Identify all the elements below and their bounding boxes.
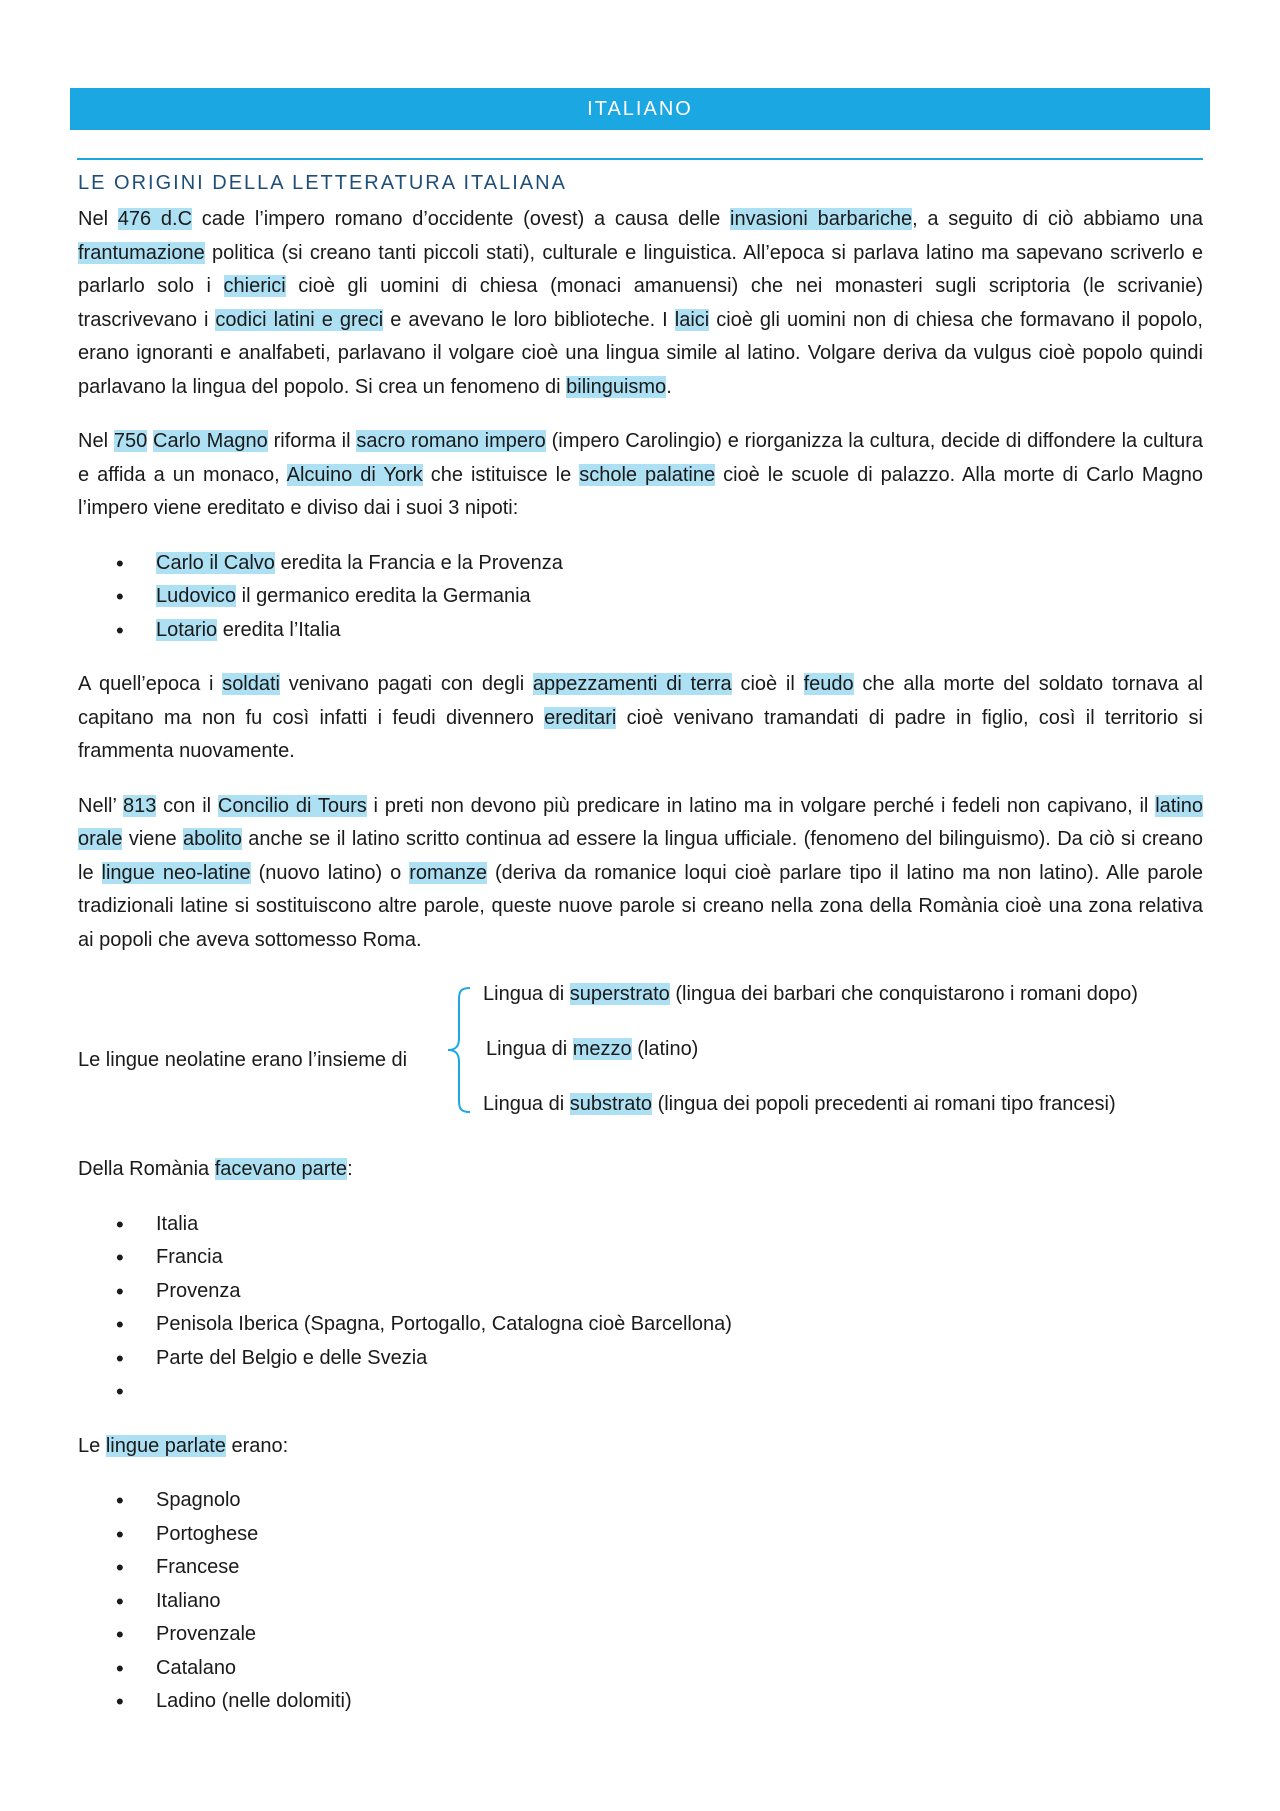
- highlight: laici: [674, 308, 710, 331]
- text-run: cioè gli uomini di chiesa (monaci amanuensi) che nei monasteri sugli scriptoria (le scrivanie) trascrivevano i: [78, 275, 1203, 331]
- text-run: cioè venivano tramandati di padre in figlio, così il territorio si frammenta nuovamente.: [78, 706, 1203, 762]
- text-run: Nell’: [78, 794, 123, 817]
- text-run: (latino): [631, 1038, 699, 1060]
- highlight: bilinguismo: [566, 375, 667, 398]
- text-run: anche se il latino scritto continua ad essere la lingua ufficiale. (fenomeno del bilinguismo). Da ciò si creano le: [78, 828, 1203, 884]
- text-run: Lingua di: [483, 983, 570, 1005]
- list-item: • Parte del Belgio e delle Svezia: [78, 1342, 1203, 1376]
- text-run: (lingua dei barbari che conquistarono i romani dopo): [669, 983, 1138, 1005]
- text-run: Lingua di: [486, 1038, 573, 1060]
- list-item: • Italiano: [78, 1585, 1203, 1619]
- text-run: Le: [78, 1434, 106, 1457]
- list-item: • Italia: [78, 1208, 1203, 1242]
- text-run: :: [347, 1158, 353, 1180]
- text-run: cioè gli uomini non di chiesa che formavano il popolo, erano ignoranti e analfabeti, parlavano il volgare cioè una lingua simile al latino. Volgare deriva da vulgus cioè popolo quindi parlavano la lingua del popolo. Si crea un fenomeno di: [78, 308, 1203, 398]
- list-item: • Catalano: [78, 1652, 1203, 1686]
- highlight: ereditari: [544, 706, 617, 729]
- list-item: • Provenza: [78, 1275, 1203, 1309]
- page-title-bar: [70, 88, 1210, 130]
- text-run: , a seguito di ciò abbiamo una: [912, 208, 1203, 230]
- list-item: [78, 580, 1203, 614]
- text-run: Lingua di: [483, 1093, 570, 1115]
- list-item: • Penisola Iberica (Spagna, Portogallo, Catalogna cioè Barcellona): [78, 1308, 1203, 1342]
- heirs-list: [78, 547, 1203, 648]
- highlight: codici latini e greci: [215, 308, 384, 331]
- highlight: mezzo: [572, 1038, 632, 1060]
- highlight: appezzamenti di terra: [532, 673, 732, 695]
- text-run: (deriva da romanice loqui cioè parlare tipo il latino ma non latino). Alle parole tradizionali latine si sostituiscono altre parole, queste nuove parole si creano nella zona della Romània cioè una zona relativa ai popoli che aveva sottomesso Roma.: [78, 861, 1203, 951]
- neolatine-diagram: [78, 978, 1203, 1143]
- text-run: (nuovo latino) o: [250, 861, 410, 884]
- brace-item-superstrato: [483, 978, 1138, 1012]
- text-run: politica (si creano tanti piccoli stati), culturale e linguistica. All’epoca si parlava latino ma sapevano scriverlo e parlarlo solo i: [78, 241, 1203, 297]
- highlight: sacro romano impero: [356, 430, 546, 452]
- highlight: lingue neo-latine: [101, 861, 251, 884]
- highlight: latino orale: [78, 794, 1203, 850]
- list-item: • Francese: [78, 1551, 1203, 1585]
- text-run: eredita l’Italia: [217, 618, 341, 641]
- text-run: e avevano le loro biblioteche. I: [383, 308, 675, 331]
- text-run: (impero Carolingio) e riorganizza la cultura, decide di diffondere la cultura e affida a un monaco,: [78, 430, 1203, 486]
- highlight: superstrato: [569, 983, 670, 1005]
- highlight: facevano parte: [214, 1158, 348, 1180]
- text-run: Nel: [78, 430, 114, 452]
- text-run: Nel: [78, 208, 118, 230]
- highlight: chierici: [223, 275, 286, 297]
- highlight: schole palatine: [579, 463, 716, 486]
- text-run: erano:: [225, 1434, 289, 1457]
- text-run: che alla morte del soldato tornava al capitano ma non fu così infatti i feudi divennero: [78, 673, 1203, 729]
- highlight: abolito: [183, 828, 242, 850]
- list-item: [78, 614, 1203, 648]
- text-run: (lingua dei popoli precedenti ai romani tipo francesi): [652, 1093, 1116, 1115]
- highlight: frantumazione: [78, 241, 205, 264]
- section-divider: [77, 158, 1203, 160]
- paragraph-lingue-parlate: [78, 1430, 1203, 1464]
- list-item: • Francia: [78, 1241, 1203, 1275]
- neolatine-label: Le lingue neolatine erano l’insieme di: [78, 1049, 408, 1071]
- paragraph-fall-of-empire: [78, 203, 1203, 404]
- text-run: A quell’epoca i: [78, 673, 223, 695]
- paragraph-concilio-tours: [78, 790, 1203, 958]
- brace-item-substrato: [483, 1088, 1116, 1122]
- highlight: romanze: [409, 861, 488, 884]
- text-run: Della Romània: [78, 1158, 215, 1180]
- highlight: invasioni barbariche: [730, 208, 913, 230]
- text-run: eredita la Francia e la Provenza: [274, 551, 563, 574]
- romania-list: [78, 1208, 1203, 1409]
- highlight: Lotario: [156, 618, 218, 641]
- text-run: riforma il: [267, 430, 357, 452]
- highlight: lingue parlate: [105, 1434, 226, 1457]
- text-run: i preti non devono più predicare in latino ma in volgare perché i fedeli non capivano, il: [366, 794, 1156, 817]
- paragraph-romania: [78, 1153, 1203, 1187]
- page-title: ITALIANO: [587, 98, 693, 120]
- list-item: [78, 1375, 1203, 1409]
- highlight: soldati: [222, 673, 280, 695]
- highlight: 750: [113, 430, 148, 452]
- brace-item-mezzo: [486, 1033, 698, 1067]
- text-run: cioè le scuole di palazzo. Alla morte di Carlo Magno l’impero viene ereditato e diviso dai i suoi 3 nipoti:: [78, 463, 1204, 519]
- list-item: • Portoghese: [78, 1518, 1203, 1552]
- document-body: [78, 203, 1203, 1719]
- list-item: • Spagnolo: [78, 1484, 1203, 1518]
- highlight: Alcuino di York: [286, 463, 423, 486]
- lingue-list: [78, 1484, 1203, 1719]
- paragraph-feudi: [78, 668, 1203, 769]
- curly-brace-icon: [446, 986, 476, 1114]
- highlight: 476 d.C: [117, 208, 193, 230]
- list-item: • Ladino (nelle dolomiti): [78, 1685, 1203, 1719]
- list-item: • Provenzale: [78, 1618, 1203, 1652]
- document-page: [70, 88, 1210, 1740]
- text-run: cioè il: [731, 673, 804, 695]
- text-run: venivano pagati con degli: [280, 673, 533, 695]
- text-run: viene: [122, 828, 183, 850]
- highlight: 813: [122, 794, 157, 817]
- text-run: .: [666, 375, 672, 398]
- text-run: che istituisce le: [422, 463, 580, 486]
- paragraph-carlo-magno: [78, 425, 1203, 526]
- highlight: Concilio di Tours: [217, 794, 367, 817]
- highlight: feudo: [803, 673, 854, 695]
- highlight: Carlo il Calvo: [156, 551, 275, 574]
- highlight: Carlo Magno: [153, 430, 268, 452]
- highlight: Ludovico: [156, 585, 237, 607]
- highlight: substrato: [569, 1093, 653, 1115]
- text-run: con il: [156, 794, 218, 817]
- list-item: [78, 547, 1203, 581]
- text-run: cade l’impero romano d’occidente (ovest) a causa delle: [192, 208, 731, 230]
- section-heading: LE ORIGINI DELLA LETTERATURA ITALIANA: [78, 172, 567, 194]
- text-run: il germanico eredita la Germania: [236, 585, 531, 607]
